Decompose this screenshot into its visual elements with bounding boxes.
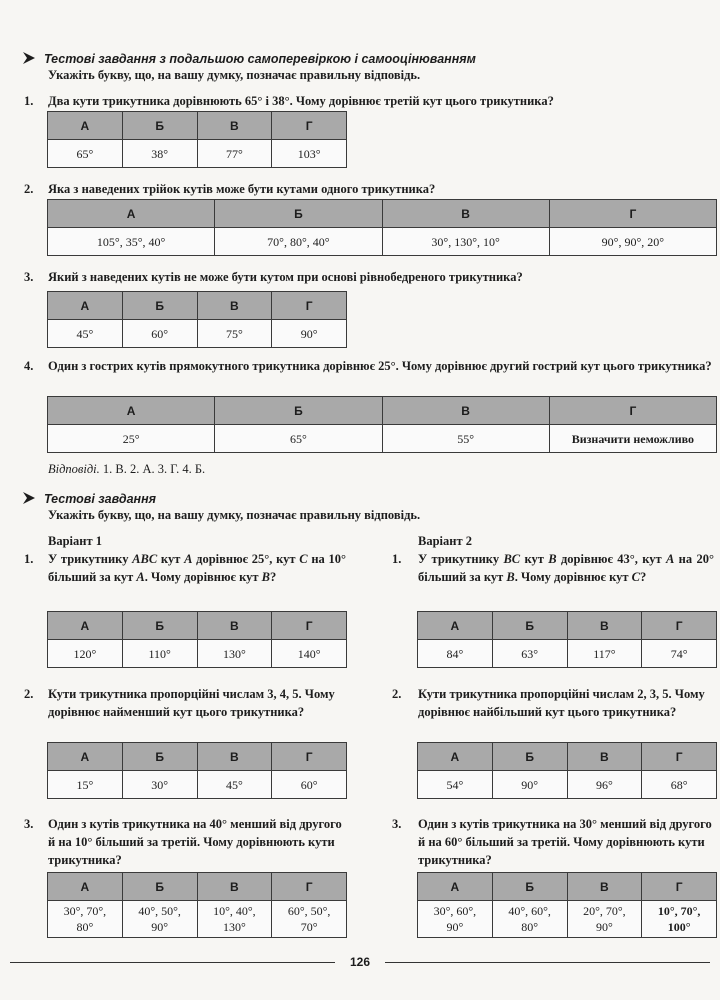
footer-rule-right [385, 962, 710, 963]
question-text-part: дорівнює 25°, кут [192, 552, 300, 566]
option-letter: Г [642, 612, 717, 640]
option-letter: Г [272, 112, 347, 140]
triangle-name: BC [503, 552, 521, 566]
option-value [642, 901, 717, 938]
option-letter: Б [492, 873, 567, 901]
option-value [492, 901, 567, 938]
question-2 [24, 180, 708, 198]
option-value: 70°, 80°, 40° [215, 228, 382, 256]
option-letter: В [197, 612, 272, 640]
question-text: Кути трикутника пропорційні числам 2, 3, 5. Чому дорівнює найбільший кут цього трикутника? [418, 687, 705, 719]
option-value-line: 90° [151, 920, 169, 934]
option-value [122, 901, 197, 938]
section-intro: Укажіть букву, що, на вашу думку, позначає правильну відповідь. [48, 68, 421, 82]
option-value: 140° [272, 640, 347, 668]
option-value: 68° [642, 771, 717, 799]
option-letter: В [197, 292, 272, 320]
question-number: 2. [24, 687, 34, 701]
option-value-line: 100° [667, 920, 691, 934]
option-value: 15° [48, 771, 123, 799]
section-title: Тестові завдання [44, 492, 157, 506]
answer-table-q2 [47, 199, 717, 256]
question-number: 1. [24, 552, 34, 566]
option-letter: Б [122, 873, 197, 901]
option-letter: Б [215, 397, 382, 425]
variant-2-question-1 [392, 550, 714, 586]
option-value: 30°, 130°, 10° [382, 228, 549, 256]
option-value-line: 80° [521, 920, 539, 934]
question-number: 4. [24, 359, 34, 373]
answers-line [48, 460, 205, 478]
option-letter: А [48, 112, 123, 140]
option-value: 65° [48, 140, 123, 168]
option-letter: В [567, 743, 642, 771]
option-letter: А [48, 200, 215, 228]
answer-table-v1-q1 [47, 611, 347, 668]
vertex-name: A [665, 552, 675, 566]
option-letter: Г [272, 743, 347, 771]
answer-table-q3 [47, 291, 347, 348]
option-value: 63° [492, 640, 567, 668]
option-letter: А [418, 612, 493, 640]
option-value-line: 10°, 70°, [657, 904, 701, 918]
question-text-part: ? [639, 570, 647, 584]
option-letter: Г [272, 612, 347, 640]
option-letter: Г [642, 873, 717, 901]
option-letter: Г [272, 292, 347, 320]
option-letter: А [48, 612, 123, 640]
variant-1-question-2 [24, 685, 346, 721]
option-value-line: 70° [300, 920, 318, 934]
option-letter: В [567, 873, 642, 901]
answer-table-v2-q3 [417, 872, 717, 938]
option-value: 130° [197, 640, 272, 668]
option-value: 30° [122, 771, 197, 799]
option-value: 105°, 35°, 40° [48, 228, 215, 256]
option-letter: В [197, 743, 272, 771]
question-4 [24, 357, 716, 375]
question-number: 1. [24, 94, 34, 108]
section-title: Тестові завдання з подальшою самоперевіркою і самооцінюванням [44, 52, 476, 66]
question-text-part: . Чому дорівнює кут [514, 570, 632, 584]
question-text: Кути трикутника пропорційні числам 3, 4, 5. Чому дорівнює найменший кут цього трикутника? [48, 687, 335, 719]
question-text-part: дорівнює 43°, кут [556, 552, 666, 566]
question-text: Яка з наведених трійок кутів може бути кутами одного трикутника? [48, 182, 436, 196]
option-letter: Б [122, 112, 197, 140]
option-value: 103° [272, 140, 347, 168]
option-letter: А [48, 873, 123, 901]
question-text-part: У трикутнику [48, 552, 133, 566]
question-text-part: ? [269, 570, 277, 584]
option-value: 54° [418, 771, 493, 799]
option-value: 65° [215, 425, 382, 453]
question-text-part: кут [520, 552, 549, 566]
question-text-part: на 10° більший за кут [48, 552, 346, 584]
option-value [197, 901, 272, 938]
option-letter: В [382, 200, 549, 228]
vertex-name: A [136, 570, 145, 584]
vertex-name: C [299, 552, 308, 566]
option-value-line: 40°, 60°, [508, 904, 551, 918]
option-value [272, 901, 347, 938]
question-number: 3. [392, 817, 402, 831]
question-number: 1. [392, 552, 402, 566]
option-value: Визначити неможливо [549, 425, 716, 453]
question-1 [24, 92, 708, 110]
option-value-line: 30°, 70°, [63, 904, 107, 918]
option-value-line: 10°, 40°, [213, 904, 256, 918]
answer-table-v1-q3 [47, 872, 347, 938]
option-value-line: 20°, 70°, [583, 904, 626, 918]
option-value-line: 60°, 50°, [287, 904, 331, 918]
option-value: 60° [122, 320, 197, 348]
option-value: 110° [122, 640, 197, 668]
answers-label: Відповіді. [48, 462, 100, 476]
option-letter: Б [215, 200, 382, 228]
option-letter: В [382, 397, 549, 425]
question-number: 2. [24, 182, 34, 196]
answer-table-q1 [47, 111, 347, 168]
option-letter: А [48, 743, 123, 771]
option-letter: А [48, 397, 215, 425]
question-number: 2. [392, 687, 402, 701]
question-text-part: кут [157, 552, 185, 566]
option-value-line: 30°, 60°, [433, 904, 477, 918]
arrow-bullet-icon [22, 491, 36, 505]
option-value: 90°, 90°, 20° [549, 228, 716, 256]
vertex-name: C [631, 570, 640, 584]
option-letter: Г [549, 397, 716, 425]
option-value: 45° [48, 320, 123, 348]
answer-table-q4 [47, 396, 717, 453]
arrow-bullet-icon [22, 51, 36, 65]
vertex-name: B [506, 570, 515, 584]
answer-table-v2-q1 [417, 611, 717, 668]
question-text: Один з кутів трикутника на 30° менший від другого й на 60° більший за третій. Чому дорівнюють кути трикутника? [418, 817, 712, 867]
answers-text: 1. В. 2. А. 3. Г. 4. Б. [102, 462, 206, 476]
option-letter: Б [122, 612, 197, 640]
option-letter: Г [642, 743, 717, 771]
question-text-part: . Чому дорівнює кут [144, 570, 262, 584]
option-value-line: 40°, 50°, [138, 904, 181, 918]
option-value [418, 901, 493, 938]
variant-1-question-3 [24, 815, 346, 869]
option-value [567, 901, 642, 938]
option-letter: Б [492, 612, 567, 640]
answer-table-v1-q2 [47, 742, 347, 799]
option-value: 90° [492, 771, 567, 799]
variant-2-title: Варіант 2 [418, 534, 472, 548]
triangle-name: ABC [132, 552, 158, 566]
option-value-line: 90° [446, 920, 464, 934]
vertex-name: B [548, 552, 557, 566]
option-letter: В [197, 873, 272, 901]
option-value: 120° [48, 640, 123, 668]
page-number: 126 [349, 955, 371, 969]
option-value: 117° [567, 640, 642, 668]
option-value: 90° [272, 320, 347, 348]
option-letter: Б [122, 292, 197, 320]
question-text: Один з кутів трикутника на 40° менший від другого й на 10° більший за третій. Чому дорівнюють кути трикутника? [48, 817, 342, 867]
vertex-name: B [261, 570, 270, 584]
question-text-part: на 20° більший за кут [418, 552, 714, 584]
question-number: 3. [24, 270, 34, 284]
variant-2-question-2 [392, 685, 714, 721]
question-text: Два кути трикутника дорівнюють 65° і 38°. Чому дорівнює третій кут цього трикутника? [48, 94, 554, 108]
option-letter: А [48, 292, 123, 320]
question-number: 3. [24, 817, 34, 831]
option-value: 75° [197, 320, 272, 348]
question-text-part: У трикутнику [418, 552, 504, 566]
variant-1-question-1 [24, 550, 346, 586]
option-value: 45° [197, 771, 272, 799]
question-text: Який з наведених кутів не може бути кутом при основі рівнобедреного трикутника? [48, 270, 523, 284]
option-letter: В [197, 112, 272, 140]
option-value-line: 90° [595, 920, 613, 934]
answer-table-v2-q2 [417, 742, 717, 799]
option-letter: Г [272, 873, 347, 901]
option-value-line: 130° [222, 920, 246, 934]
option-letter: А [418, 743, 493, 771]
option-letter: Б [492, 743, 567, 771]
vertex-name: A [184, 552, 193, 566]
option-value: 84° [418, 640, 493, 668]
option-value: 55° [382, 425, 549, 453]
variant-1-title: Варіант 1 [48, 534, 102, 548]
option-letter: В [567, 612, 642, 640]
option-letter: Б [122, 743, 197, 771]
footer-rule-left [10, 962, 335, 963]
question-3 [24, 268, 708, 286]
option-value [48, 901, 123, 938]
option-value-line: 80° [76, 920, 94, 934]
option-value: 38° [122, 140, 197, 168]
option-value: 25° [48, 425, 215, 453]
section-intro: Укажіть букву, що, на вашу думку, позначає правильну відповідь. [48, 508, 421, 522]
option-value: 60° [272, 771, 347, 799]
option-letter: Г [549, 200, 716, 228]
option-value: 77° [197, 140, 272, 168]
option-value: 74° [642, 640, 717, 668]
variant-2-question-3 [392, 815, 714, 869]
question-text: Один з гострих кутів прямокутного трикутника дорівнює 25°. Чому дорівнює другий гострий кут цього трикутника? [48, 359, 712, 373]
option-value: 96° [567, 771, 642, 799]
option-letter: А [418, 873, 493, 901]
